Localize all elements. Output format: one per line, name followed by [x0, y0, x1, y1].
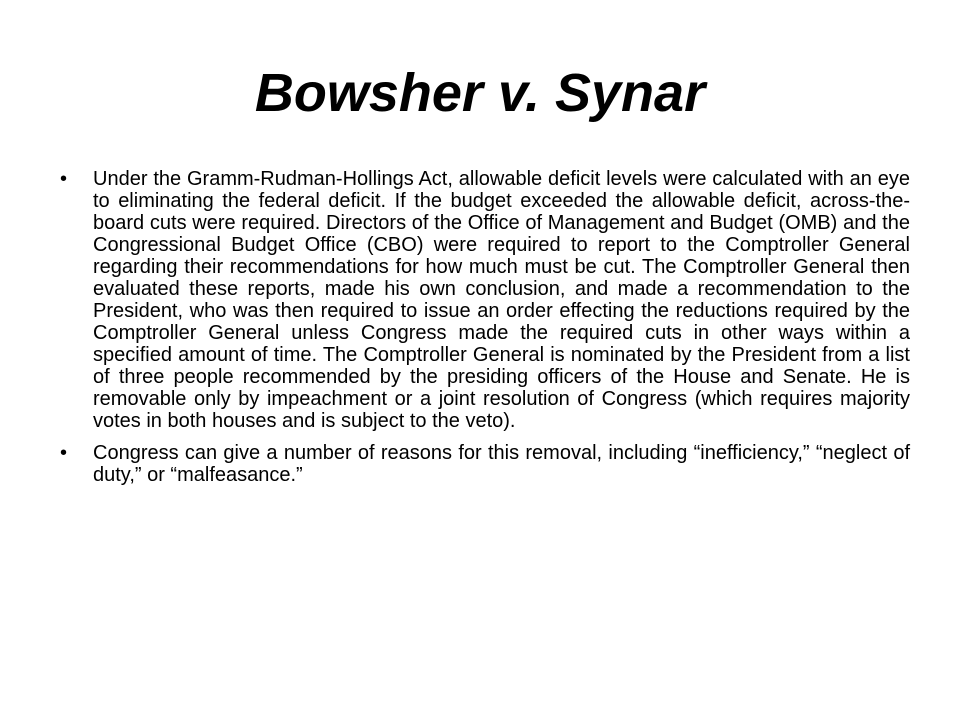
bullet-item — [60, 442, 910, 486]
slide-title: Bowsher v. Synar — [254, 63, 706, 123]
bullet-marker: • — [60, 168, 68, 190]
bullet-text: Under the Gramm-Rudman-Hollings Act, allowable deficit levels were calculated with an eye to eliminating the federal deficit. If the budget exceeded the allowable deficit, across-the-board cuts were required. Directors of the Office of Management and Budget (OMB) and the Congressional Budget Office (CBO) were required to report to the Comptroller General regarding their recommendations for how much must be cut. The Comptroller General then evaluated these reports, made his own conclusion, and made a recommendation to the President, who was then required to issue an order effecting the reductions required by the Comptroller General unless Congress made the required cuts in other ways within a specified amount of time. The Comptroller General is nominated by the President from a list of three people recommended by the presiding officers of the House and Senate. He is removable only by impeachment or a joint resolution of Congress (which requires majority votes in both houses and is subject to the veto). — [93, 168, 910, 432]
bullet-marker: • — [60, 442, 68, 464]
bullet-list — [60, 168, 910, 496]
bullet-item — [60, 168, 910, 432]
bullet-text: Congress can give a number of reasons for this removal, including “inefficiency,” “neglect of duty,” or “malfeasance.” — [93, 442, 910, 486]
